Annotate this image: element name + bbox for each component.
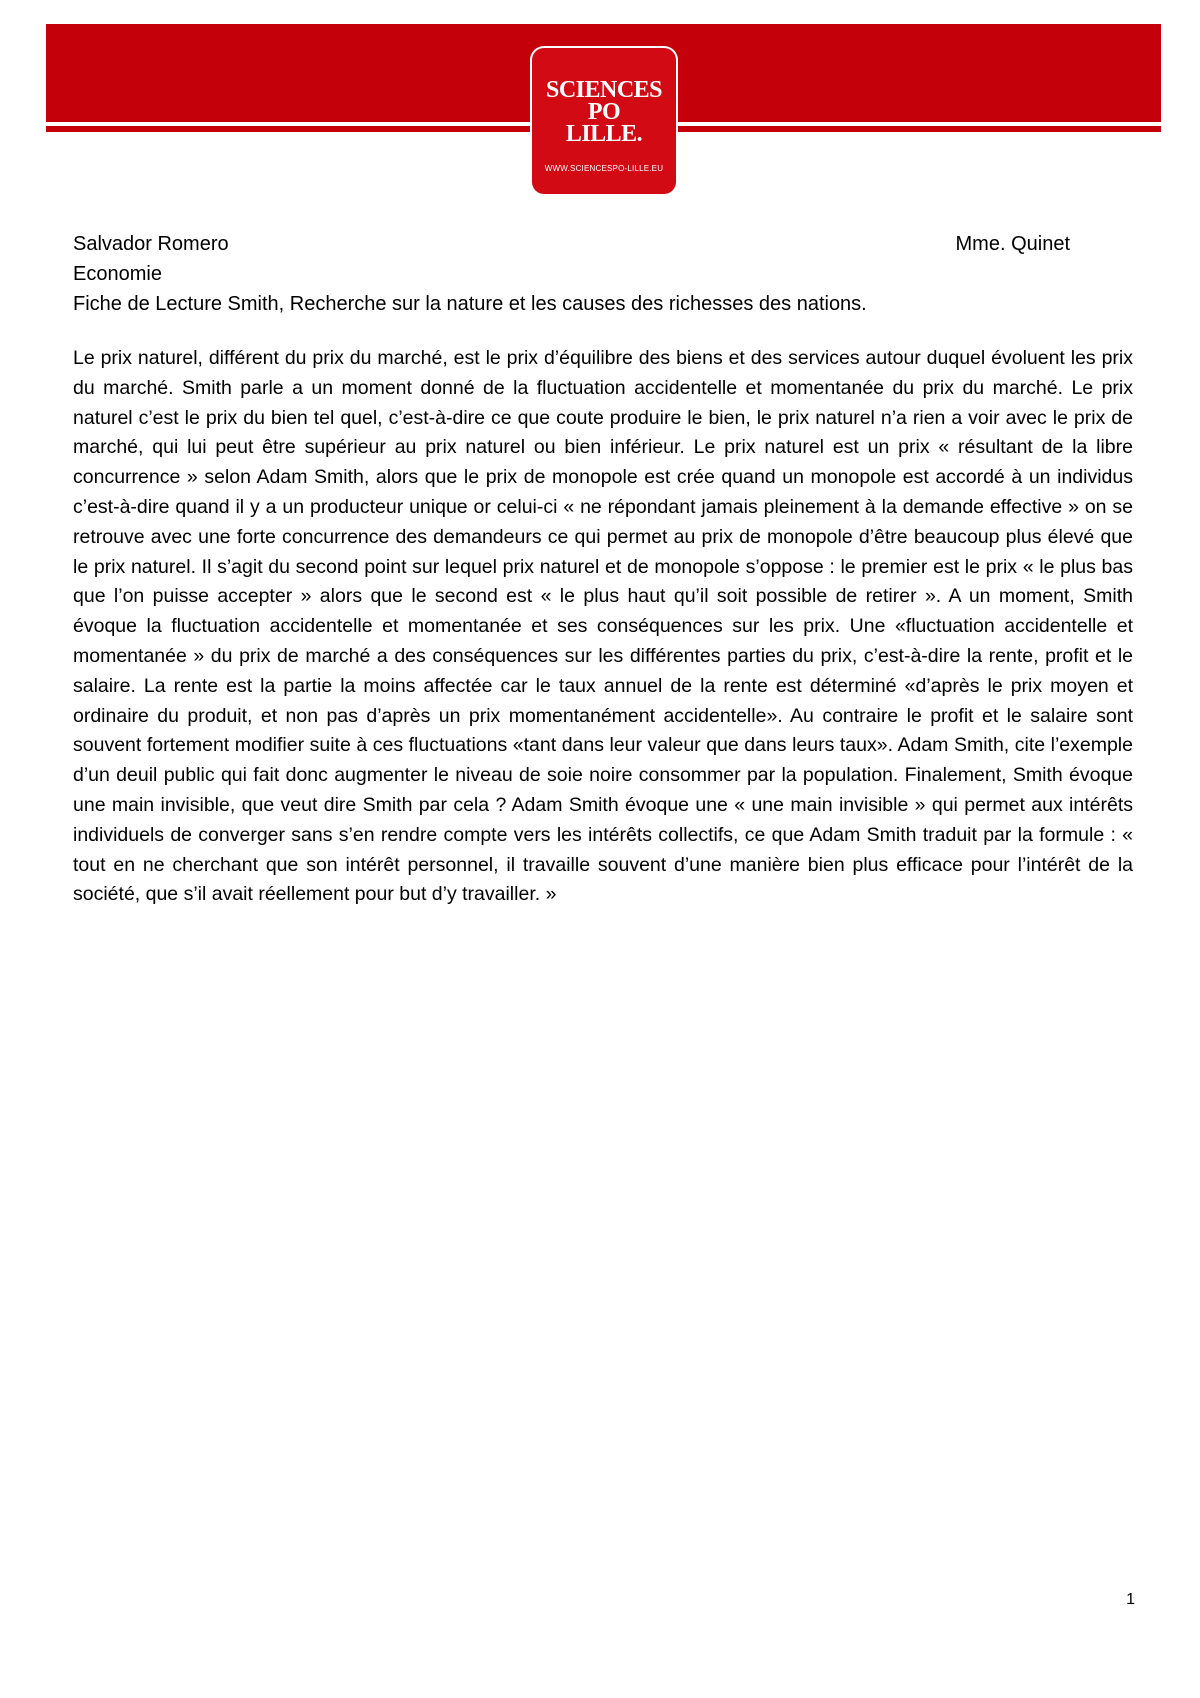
logo-line-sciences: SCIENCES (545, 77, 663, 103)
logo-url: WWW.SCIENCESPO-LILLE.EU (544, 164, 664, 173)
sciences-po-lille-logo (532, 48, 676, 194)
course-name: Economie (73, 263, 162, 285)
document-title: Fiche de Lecture Smith, Recherche sur la nature et les causes des richesses des nations. (73, 293, 867, 315)
teacher-name: Mme. Quinet (955, 233, 1070, 255)
page-number: 1 (1126, 1591, 1135, 1608)
logo-line-po: PO (587, 99, 621, 125)
author-name: Salvador Romero (73, 233, 229, 255)
body-paragraph: Le prix naturel, différent du prix du marché, est le prix d’équilibre des biens et des services autour duquel évoluent les prix du marché. Smith parle a un moment donné de la fluctuation accidentelle et momentanée du prix du marché. Le prix naturel c’est le prix du bien tel quel, c’est-à-dire ce que coute produire le bien, le prix naturel n’a rien a voir avec le prix de marché, qui lui peut être supérieur au prix naturel ou bien inférieur. Le prix naturel est un prix « résultant de la libre concurrence » selon Adam Smith, alors que le prix de monopole est crée quand un monopole est accordé à un individus c’est-à-dire quand il y a un producteur unique or celui-ci « ne répondant jamais pleinement à la demande effective » on se retrouve avec une forte concurrence des demandeurs ce qui permet au prix de monopole d’être beaucoup plus élevé que le prix naturel. Il s’agit du second point sur lequel prix naturel et de monopole s’oppose : le premier est le prix « le plus bas que l’on puisse accepter » alors que le second est « le plus haut qu’il soit possible de retirer ». A un moment, Smith évoque la fluctuation accidentelle et momentanée et ses conséquences sur les prix. Une «fluctuation accidentelle et momentanée » du prix de marché a des conséquences sur les différentes parties du prix, c’est-à-dire la rente, profit et le salaire. La rente est la partie la moins affectée car le taux annuel de la rente est déterminé «d’après le prix moyen et ordinaire du produit, et non pas d’après un prix momentanément accidentelle». Au contraire le profit et le salaire sont souvent fortement modifier suite à ces fluctuations «tant dans leur valeur que dans leurs taux». Adam Smith, cite l’exemple d’un deuil public qui fait donc augmenter le niveau de soie noire consommer par la population. Finalement, Smith évoque une main invisible, que veut dire Smith par cela ? Adam Smith évoque une « une main invisible » qui permet aux intérêts individuels de converger sans s’en rendre compte vers les intérêts collectifs, ce que Adam Smith traduit par la formule : « tout en ne cherchant que son intérêt personnel, il travaille souvent d’une manière bien plus efficace pour l’intérêt de la société, que s’il avait réellement pour but d’y travailler. » (73, 347, 1133, 906)
logo-line-lille: LILLE. (565, 121, 643, 147)
